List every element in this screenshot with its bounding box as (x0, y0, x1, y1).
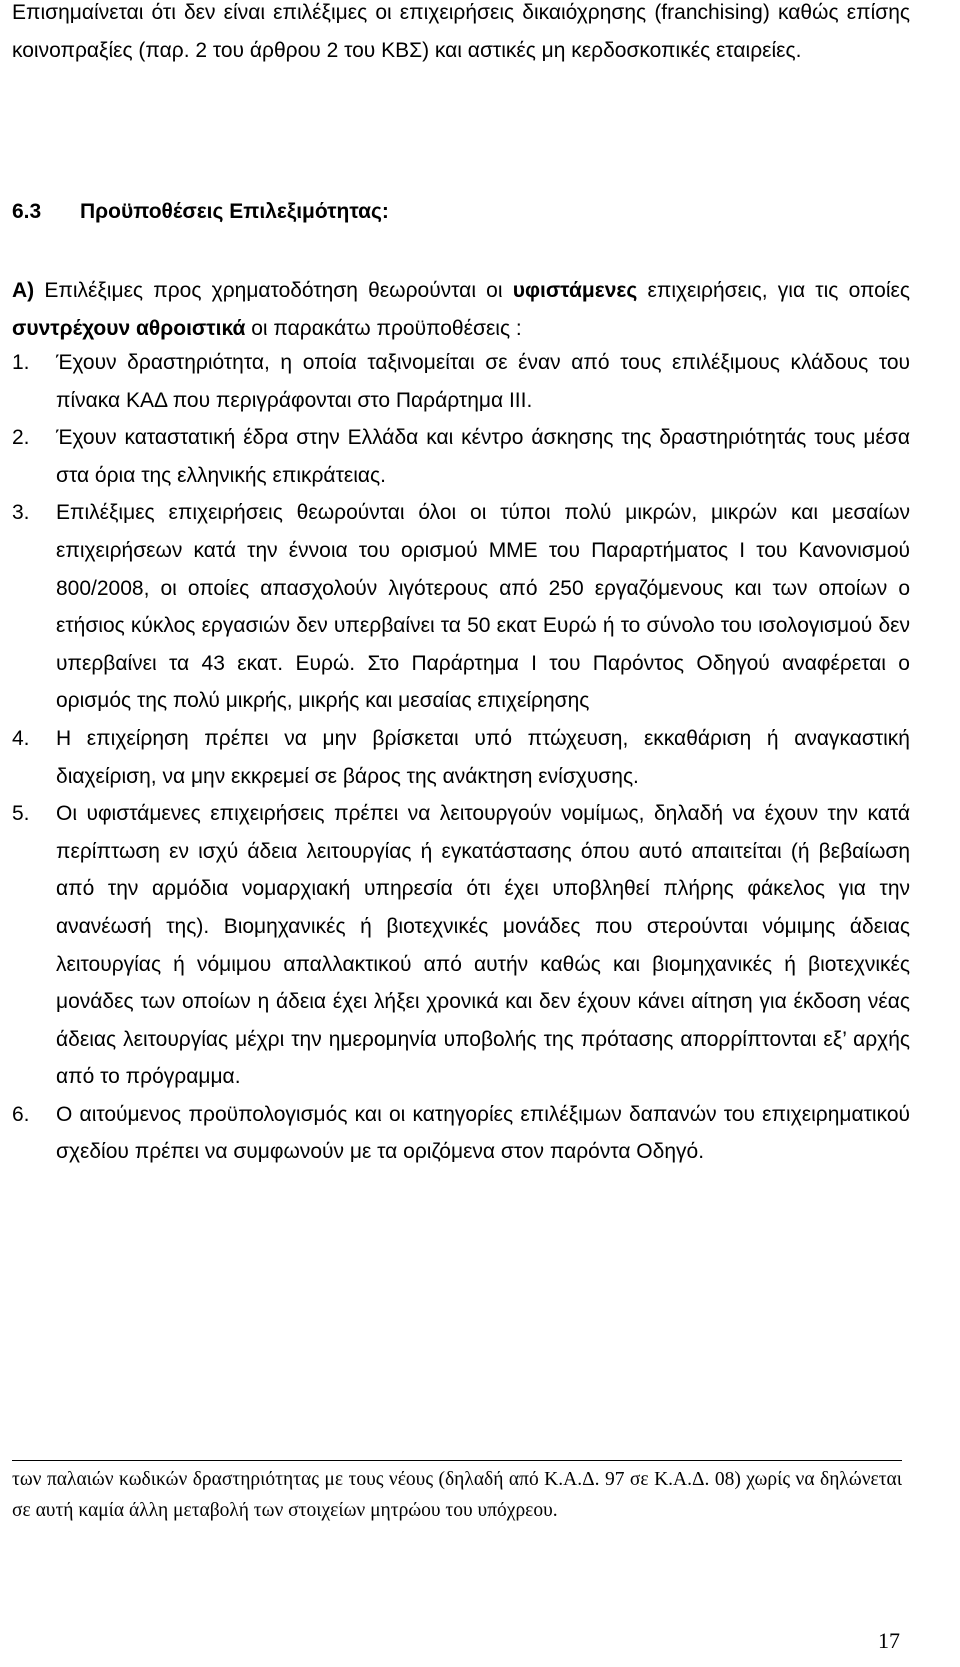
section-heading (12, 193, 389, 231)
footnote-text: των παλαιών κωδικών δραστηριότητας με τους νέους (δηλαδή από Κ.Α.Δ. 97 σε Κ.Α.Δ. 08) χωρίς να δηλώνεται σε αυτή καμία άλλη μεταβολή των στοιχείων μητρώου του υπόχρεου. (12, 1469, 902, 1521)
lead-label: Α) (12, 279, 35, 302)
lead-bold-1: υφιστάμενες (512, 279, 638, 302)
list-item-number: 3. (12, 501, 30, 525)
list-item-number: 5. (12, 802, 30, 826)
list-item-text: Η επιχείρηση πρέπει να μην βρίσκεται υπό πτώχευση, εκκαθάριση ή αναγκαστική διαχείριση, να μην εκκρεμεί σε βάρος της ανάκτηση ενίσχυσης. (56, 726, 910, 788)
lead-paragraph (12, 272, 910, 347)
list-item (12, 419, 910, 494)
list-item-number: 6. (12, 1102, 30, 1126)
list-item-text: Οι υφιστάμενες επιχειρήσεις πρέπει να λειτουργούν νομίμως, δηλαδή να έχουν την κατά περίπτωση εν ισχύ άδεια λειτουργίας ή εγκατάστασης όπου αυτό απαιτείται (ή βεβαίωση από την αρμόδια νομαρχιακή υπηρεσία ότι έχει υποβληθεί πλήρης φάκελος για την ανανέωσή της). Βιομηχανικές ή βιοτεχνικές μονάδες που στερούνται νόμιμης άδειας λειτουργίας ή νόμιμου απαλλακτικού από αυτήν καθώς και βιομηχανικές ή βιοτεχνικές μονάδες των οποίων η άδεια έχει λήξει χρονικά και δεν έχουν κάνει αίτηση για έκδοση νέας άδειας λειτουργίας μέχρι την ημερομηνία υποβολής της πρότασης απορρίπτονται εξ’ αρχής από το πρόγραμμα. (56, 802, 910, 1089)
page-number: 17 (878, 1628, 900, 1653)
section-title: Προϋποθέσεις Επιλεξιμότητας: (80, 200, 389, 223)
conditions-list (12, 344, 910, 1171)
list-item-number: 2. (12, 426, 30, 450)
list-item-text: Ο αιτούμενος προϋπολογισμός και οι κατηγορίες επιλέξιμων δαπανών του επιχειρηματικού σχεδίου πρέπει να συμφωνούν με τα οριζόμενα στον παρόντα Οδηγό. (56, 1102, 910, 1164)
section-number: 6.3 (12, 200, 42, 223)
lead-text-1: Επιλέξιμες προς χρηματοδότηση θεωρούνται οι (34, 279, 513, 302)
list-item (12, 344, 910, 419)
intro-paragraph: Επισημαίνεται ότι δεν είναι επιλέξιμες οι επιχειρήσεις δικαιόχρησης (franchising) καθώς επίσης κοινοπραξίες (παρ. 2 του άρθρου 2 του ΚΒΣ) και αστικές μη κερδοσκοπικές εταιρείες. (12, 1, 910, 62)
list-item (12, 720, 910, 795)
lead-text-2: επιχειρήσεις, για τις οποίες (637, 279, 910, 302)
list-item-number: 4. (12, 726, 30, 750)
footnote-separator (12, 1460, 902, 1461)
list-item-number: 1. (12, 351, 30, 374)
list-item (12, 795, 910, 1096)
list-item-text: Επιλέξιμες επιχειρήσεις θεωρούνται όλοι οι τύποι πολύ μικρών, μικρών και μεσαίων επιχειρήσεων κατά την έννοια του ορισμού ΜΜΕ του Παραρτήματος Ι του Κανονισμού 800/2008, οι οποίες απασχολούν λιγότερους από 250 εργαζόμενους και των οποίων ο ετήσιος κύκλος εργασιών δεν υπερβαίνει τα 50 εκατ Ευρώ ή το σύνολο του ισολογισμού δεν υπερβαίνει τα 43 εκατ. Ευρώ. Στο Παράρτημα Ι του Παρόντος Οδηγού αναφέρεται ο ορισμός της πολύ μικρής, μικρής και μεσαίας επιχείρησης (56, 501, 910, 713)
list-item-text: Έχουν δραστηριότητα, η οποία ταξινομείται σε έναν από τους επιλέξιμους κλάδους του πίνακα ΚΑΔ που περιγράφονται στο Παράρτημα ΙΙΙ. (56, 351, 910, 412)
lead-bold-2: συντρέχουν αθροιστικά (12, 316, 246, 340)
lead-text-3: οι παρακάτω προϋποθέσεις : (245, 316, 522, 340)
list-item-text: Έχουν καταστατική έδρα στην Ελλάδα και κέντρο άσκησης της δραστηριότητάς τους μέσα στα όρια της ελληνικής επικράτειας. (56, 426, 910, 487)
list-item (12, 1096, 910, 1171)
list-item (12, 494, 910, 720)
